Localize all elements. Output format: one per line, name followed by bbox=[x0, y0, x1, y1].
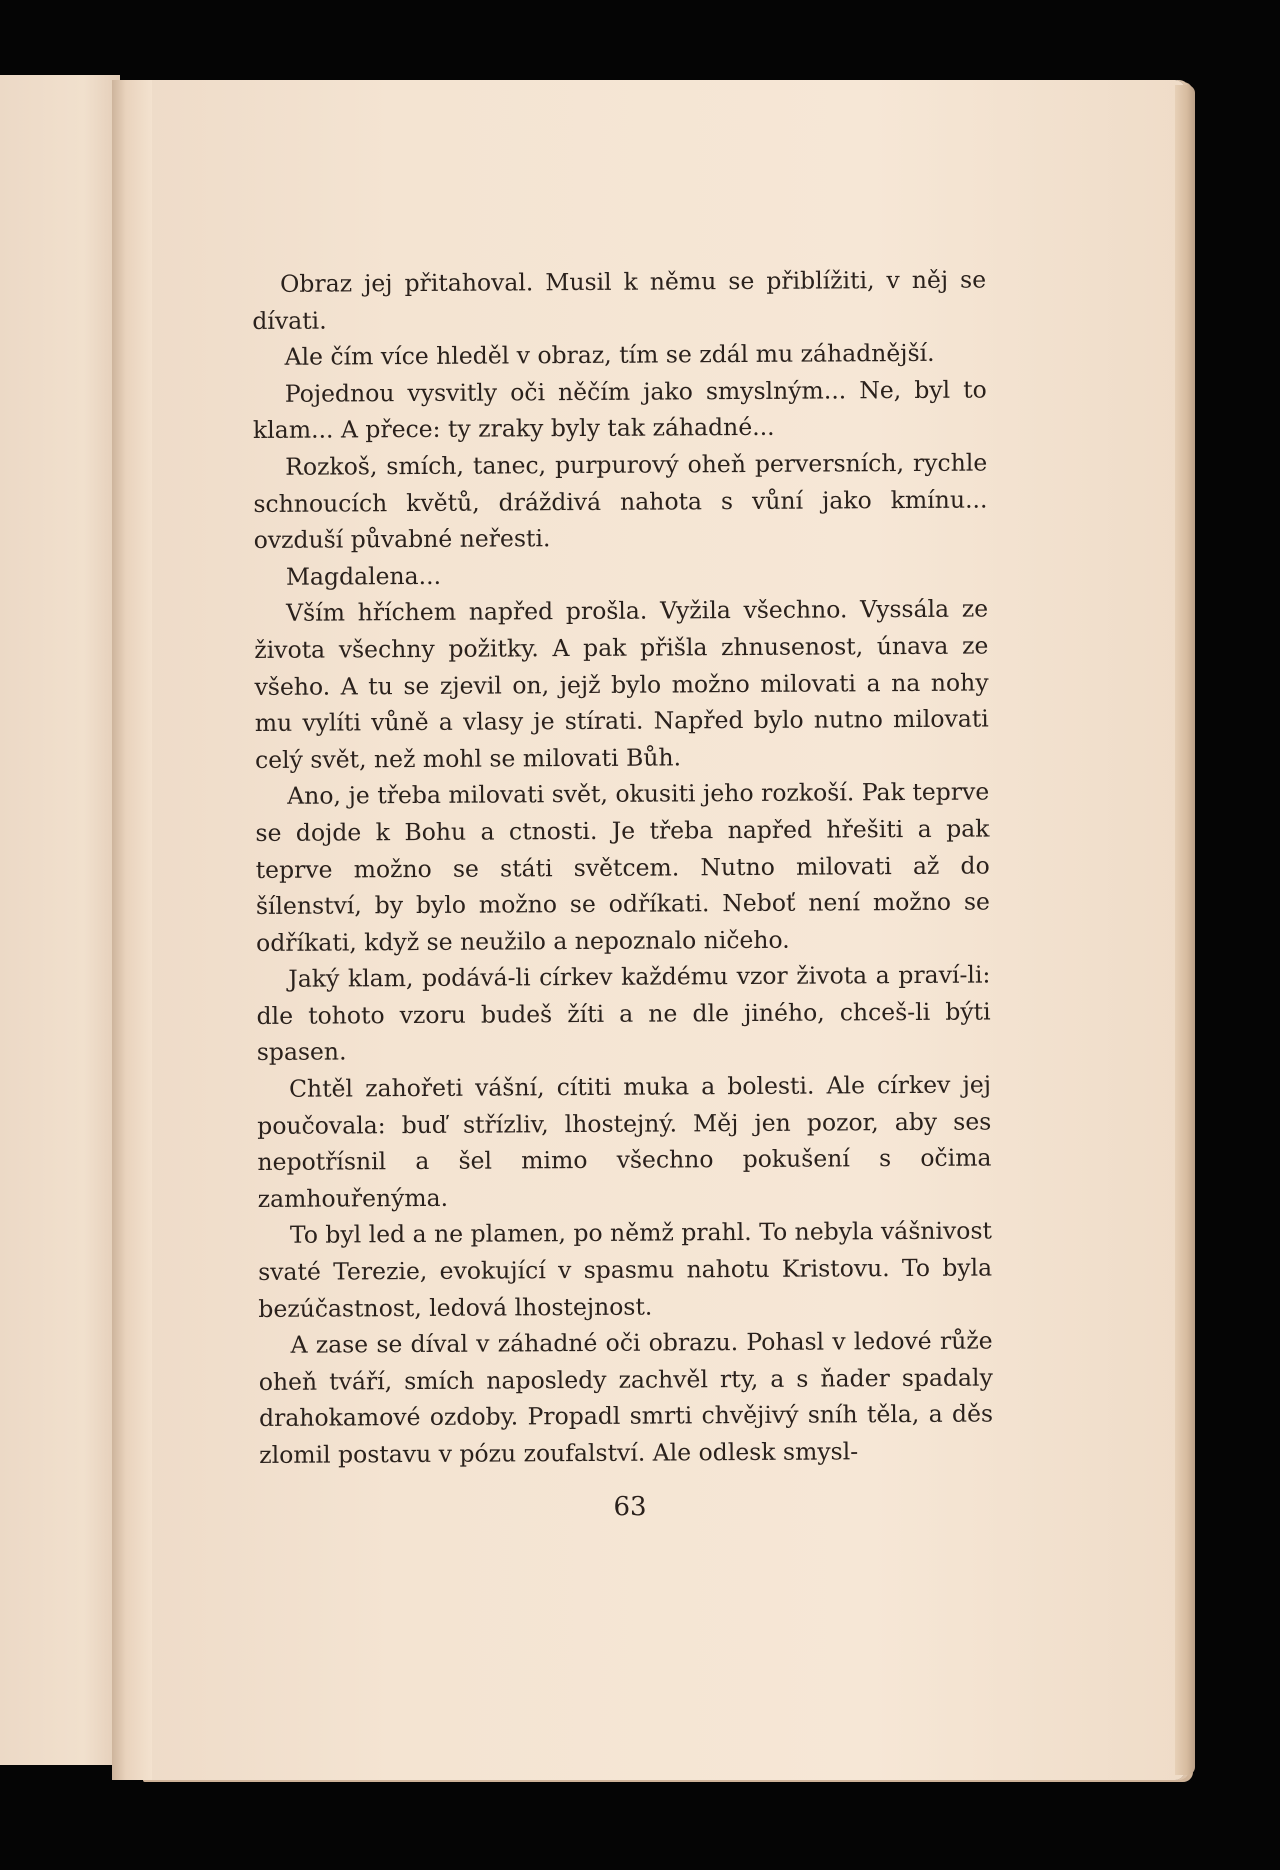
paragraph: Ano, je třeba milovati svět, okusiti jeho rozkoší. Pak teprve se dojde k Bohu a ctnosti. Je třeba napřed hřešiti a pak teprve možno se státi světcem. Nutno milovati až do šílenství, by bylo možno se odříkati. Neboť není možno se odříkati, když se neužilo a nepoznalo ničeho. bbox=[255, 777, 990, 957]
book-gutter bbox=[112, 80, 152, 1780]
paragraph: Obraz jej přitahoval. Musil k němu se přiblížiti, v něj se dívati. bbox=[252, 265, 987, 335]
paragraph: Pojednou vysvitly oči něčím jako smyslným... Ne, byl to klam... A přece: ty zraky byly tak záhadné... bbox=[252, 375, 987, 445]
paragraph: Vším hříchem napřed prošla. Vyžila všechno. Vyssála ze života všechny požitky. A pak přišla zhnusenost, únava ze všeho. A tu se zjevil on, jejž bylo možno milovati a na nohy mu vylíti vůně a vlasy je stírati. Napřed bylo nutno milovati celý svět, než mohl se milovati Bůh. bbox=[254, 594, 989, 774]
paragraph: Chtěl zahořeti vášní, cítiti muka a bolesti. Ale církev jej poučovala: buď střízliv, lhostejný. Měj jen pozor, aby ses nepotřísnil a šel mimo všechno pokušení s očima zamhouřenýma. bbox=[257, 1070, 992, 1213]
paragraph: Ale čím více hleděl v obraz, tím se zdál mu záhadnější. bbox=[284, 339, 935, 371]
body-text bbox=[252, 262, 993, 1474]
page-edge bbox=[1175, 85, 1195, 1775]
paragraph: Rozkoš, smích, tanec, purpurový oheň perversních, rychle schnoucích květů, dráždivá nahota s vůní jako kmínu... ovzduší půvabné neřesti. bbox=[253, 448, 988, 555]
paragraph: A zase se díval v záhadné oči obrazu. Pohasl v ledové růže oheň tváří, smích naposledy zachvěl rty, a s ňader spadaly drahokamové ozdoby. Propadl smrti chvějivý sníh těla, a děs zlomil postavu v pózu zoufalství. Ale odlesk smysl- bbox=[258, 1326, 994, 1469]
paragraph: Jaký klam, podává-li církev každému vzor života a praví-li: dle tohoto vzoru budeš žíti a ne dle jiného, chceš-li býti spasen. bbox=[256, 960, 991, 1067]
left-page bbox=[0, 75, 120, 1765]
paragraph: Magdalena... bbox=[285, 561, 442, 591]
page-number: 63 bbox=[613, 1492, 647, 1522]
paragraph: To byl led a ne plamen, po němž prahl. To nebyla vášnivost svaté Terezie, evokující v spasmu nahotu Kristovu. To byla bezúčastnost, ledová lhostejnost. bbox=[258, 1216, 993, 1323]
